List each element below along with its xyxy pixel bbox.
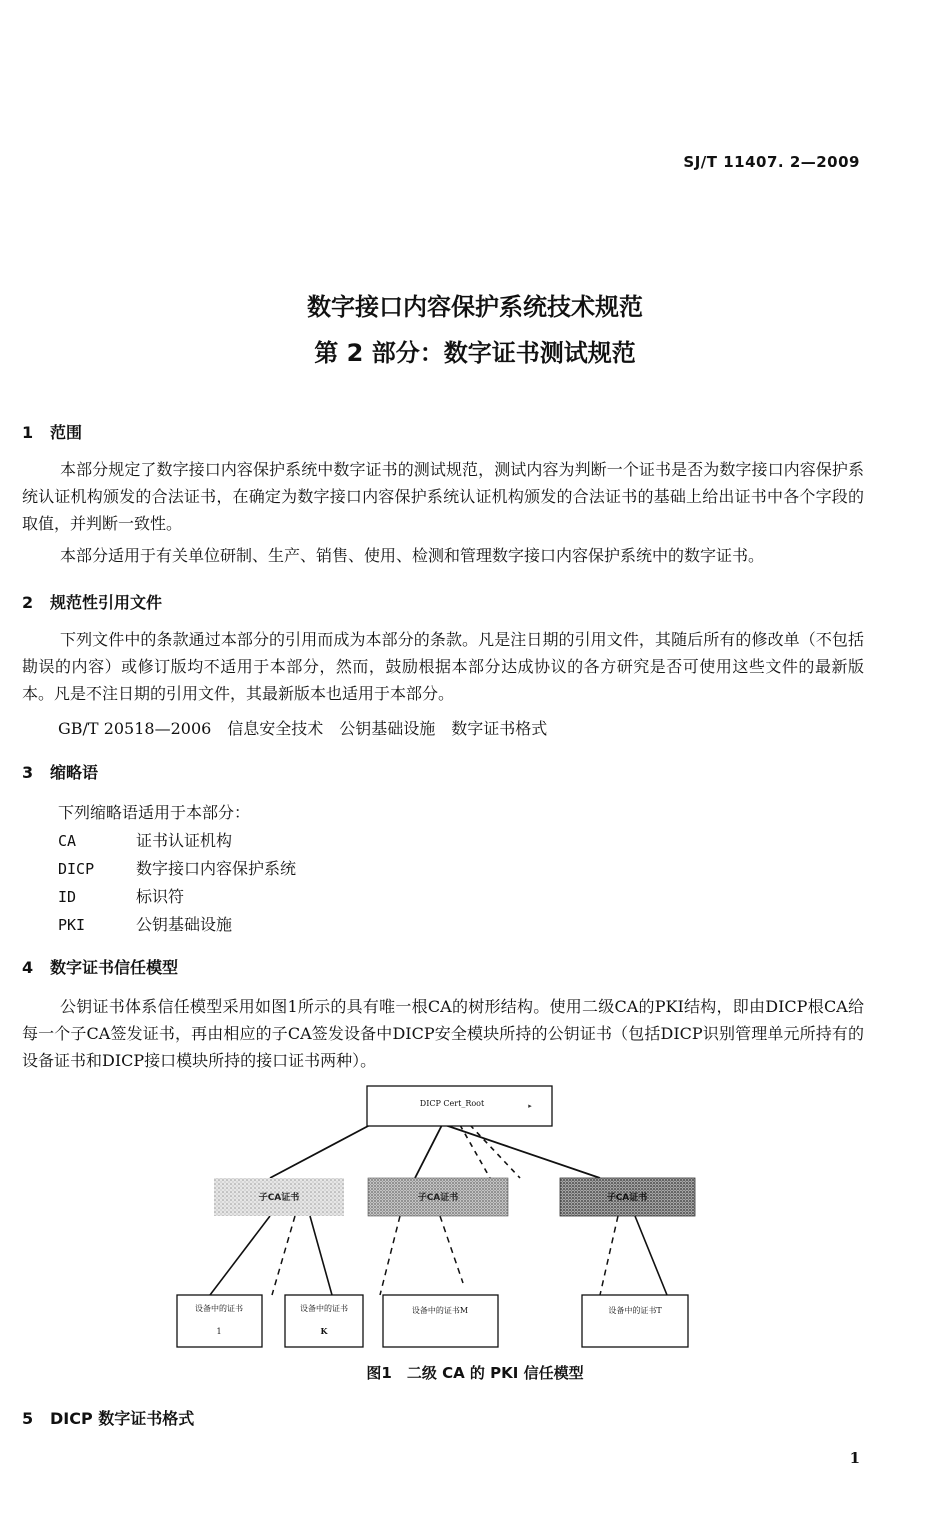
standard-code: SJ/T 11407. 2—2009: [683, 153, 860, 171]
sub-ca-label: 子CA证书: [258, 1193, 300, 1203]
device-label: 设备中的证书T: [608, 1306, 662, 1315]
section-2-paragraph-1: 下列文件中的条款通过本部分的引用而成为本部分的条款。凡是注日期的引用文件，其随后所有的修改单（不包括勘误的内容）或修订版均不适用于本部分，然而，鼓励根据本部分达成协议的各方研究是否可使用这些文件的最新版本。凡是不注日期的引用文件，其最新版本也适用于本部分。: [22, 630, 864, 703]
connector-line-dashed: [272, 1216, 295, 1295]
document-title: 数字接口内容保护系统技术规范: [307, 293, 643, 321]
page-number: 1: [849, 1449, 860, 1467]
section-2-heading: [22, 590, 162, 613]
abbreviation-value: 公钥基础设施: [136, 915, 233, 934]
connector-line-dashed: [440, 1216, 463, 1283]
section-1-paragraph-1: 本部分规定了数字接口内容保护系统中数字证书的测试规范，测试内容为判断一个证书是否为数字接口内容保护系统认证机构颁发的合法证书，在确定为数字接口内容保护系统认证机构颁发的合法证书的基础上给出证书中各个字段的取值，并判断一致性。: [22, 460, 864, 533]
section-title: 数字证书信任模型: [50, 958, 179, 977]
abbreviation-row: [58, 856, 296, 879]
device-box: [383, 1295, 498, 1347]
abbreviation-row: [58, 912, 232, 935]
figure-caption: 图1 二级 CA 的 PKI 信任模型: [366, 1364, 584, 1382]
section-number: 5: [22, 1409, 34, 1428]
section-number: 4: [22, 958, 34, 977]
section-3-heading: [22, 760, 98, 783]
section-title: 缩略语: [50, 763, 99, 782]
connector-line-dashed: [600, 1216, 618, 1295]
section-number: 1: [22, 423, 34, 442]
abbreviation-key: PKI: [58, 916, 86, 934]
section-number: 2: [22, 593, 34, 612]
connector-line: [415, 1125, 442, 1178]
connector-line-dashed: [470, 1125, 520, 1178]
section-5-heading: [22, 1406, 194, 1429]
abbreviation-key: DICP: [58, 860, 95, 878]
connector-line-dashed: [460, 1125, 490, 1178]
device-box: [177, 1295, 262, 1347]
document-subtitle: 第 2 部分：数字证书测试规范: [314, 339, 636, 367]
section-number: 3: [22, 763, 34, 782]
device-box: [285, 1295, 363, 1347]
section-4-heading: [22, 955, 178, 978]
abbreviation-row: [58, 828, 232, 851]
root-ca-label: DICP Cert_Root: [419, 1099, 485, 1108]
section-4-paragraph-1: 公钥证书体系信任模型采用如图1所示的具有唯一根CA的树形结构。使用二级CA的PKI结构，即由DICP根CA给每一个子CA签发证书，再由相应的子CA签发设备中DICP安全模块所持的公钥证书（包括DICP识别管理单元所持有的设备证书和DICP接口模块所持的接口证书两种）。: [22, 997, 864, 1070]
section-1-heading: [22, 420, 82, 443]
connector-line: [210, 1216, 270, 1295]
connector-line-dashed: [380, 1216, 400, 1295]
root-ca-mark: ▸: [528, 1102, 532, 1110]
device-label: 设备中的证书: [195, 1304, 243, 1313]
section-title: DICP 数字证书格式: [50, 1409, 195, 1428]
abbreviation-intro: 下列缩略语适用于本部分：: [58, 803, 251, 822]
normative-reference: GB/T 20518—2006 信息安全技术 公钥基础设施 数字证书格式: [58, 719, 548, 738]
abbreviation-value: 标识符: [136, 887, 185, 906]
section-title: 范围: [50, 423, 83, 442]
abbreviation-value: 证书认证机构: [136, 831, 233, 850]
sub-ca-label: 子CA证书: [606, 1193, 648, 1203]
section-title: 规范性引用文件: [50, 593, 163, 612]
sub-ca-label: 子CA证书: [417, 1193, 459, 1203]
abbreviation-value: 数字接口内容保护系统: [136, 859, 297, 878]
device-label-sub: 1: [216, 1327, 222, 1336]
pki-trust-model-diagram: [170, 1083, 710, 1368]
abbreviation-row: [58, 884, 184, 907]
device-label: 设备中的证书M: [411, 1306, 469, 1315]
connector-line: [270, 1125, 370, 1178]
abbreviation-key: CA: [58, 832, 77, 850]
device-box: [582, 1295, 688, 1347]
connector-line: [445, 1125, 600, 1178]
abbreviation-key: ID: [58, 888, 77, 906]
device-label-sub: K: [320, 1326, 328, 1336]
device-label: 设备中的证书: [300, 1304, 348, 1313]
connector-line: [635, 1216, 667, 1295]
section-1-paragraph-2: 本部分适用于有关单位研制、生产、销售、使用、检测和管理数字接口内容保护系统中的数字证书。: [60, 546, 765, 565]
connector-line: [310, 1216, 332, 1295]
